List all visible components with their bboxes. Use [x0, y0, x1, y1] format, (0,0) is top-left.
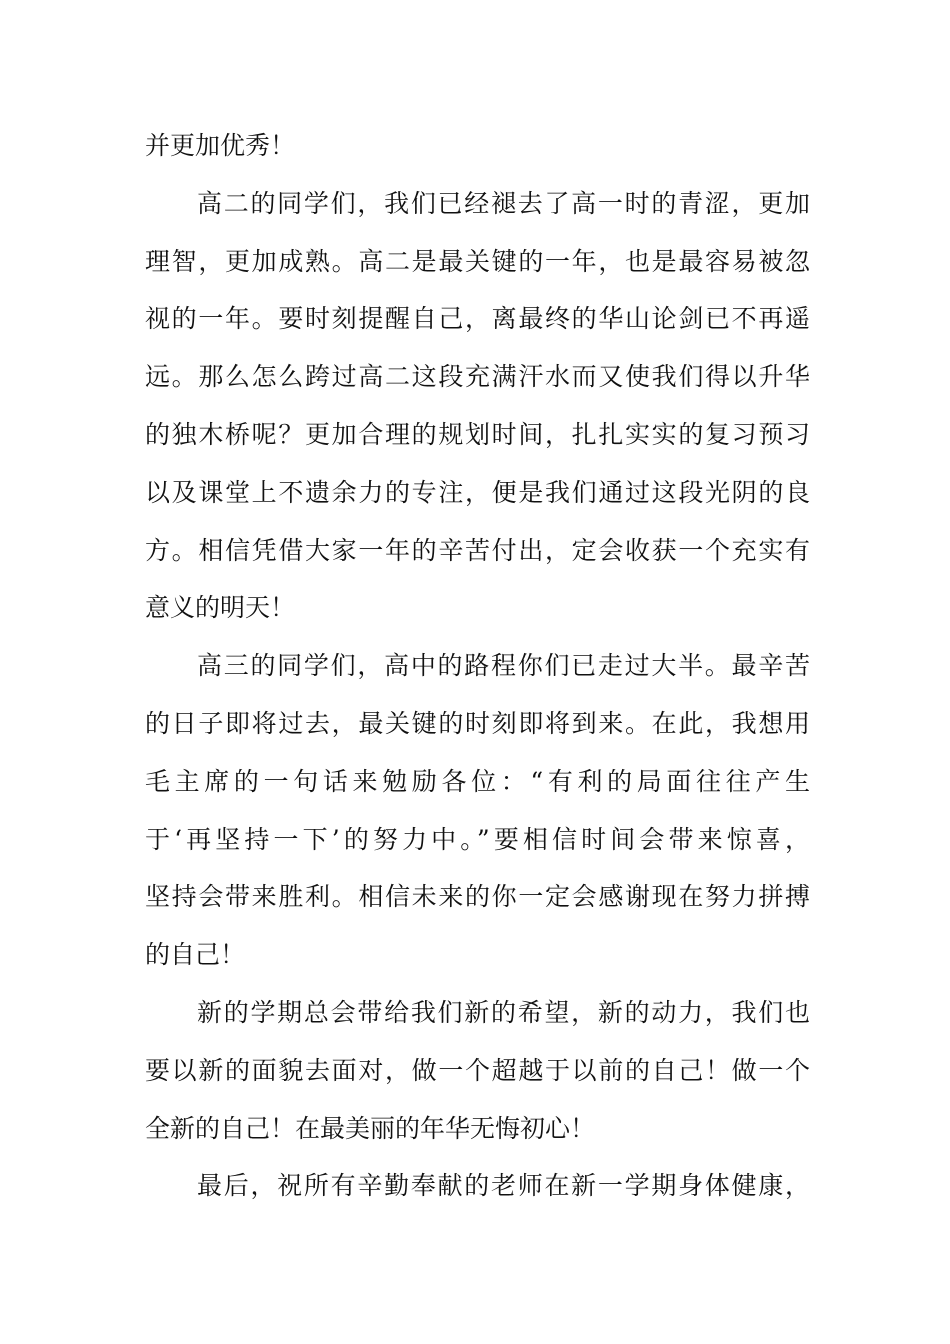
text-line: 的日子即将过去，最关键的时刻即将到来。在此，我想用 [145, 708, 810, 738]
text-line: 理智，更加成熟。高二是最关键的一年，也是最容易被忽 [145, 246, 810, 276]
text-line: 的独木桥呢？更加合理的规划时间，扎扎实实的复习预习 [145, 419, 810, 449]
text-line: 方。相信凭借大家一年的辛苦付出，定会收获一个充实有 [145, 535, 810, 565]
text-line: 于‘再坚持一下’的努力中。”要相信时间会带来惊喜， [145, 824, 810, 854]
text-line: 远。那么怎么跨过高二这段充满汗水而又使我们得以升华 [145, 362, 810, 392]
paragraph-end-line: 并更加优秀！ [145, 131, 296, 160]
paragraph-first-line: 高二的同学们，我们已经褪去了高一时的青涩，更加 [197, 188, 810, 218]
paragraph-end-line: 意义的明天！ [145, 593, 296, 623]
text-line: 要以新的面貌去面对，做一个超越于以前的自己！做一个 [145, 1055, 810, 1085]
paragraph-first-line: 最后，祝所有辛勤奉献的老师在新一学期身体健康， [197, 1171, 810, 1201]
paragraph-end-line: 全新的自己！在最美丽的年华无悔初心！ [145, 1113, 596, 1143]
paragraph-end-line: 的自己！ [145, 940, 246, 970]
text-line: 视的一年。要时刻提醒自己，离最终的华山论剑已不再遥 [145, 304, 810, 334]
body-text [145, 117, 810, 1215]
paragraph-first-line: 高三的同学们，高中的路程你们已走过大半。最辛苦 [197, 651, 810, 681]
text-line: 坚持会带来胜利。相信未来的你一定会感谢现在努力拼搏 [145, 882, 810, 912]
text-line: 以及课堂上不遗余力的专注，便是我们通过这段光阴的良 [145, 477, 810, 507]
text-line: 毛主席的一句话来勉励各位：“有利的局面往往产生 [145, 766, 810, 796]
paragraph-first-line: 新的学期总会带给我们新的希望，新的动力，我们也 [197, 997, 810, 1027]
